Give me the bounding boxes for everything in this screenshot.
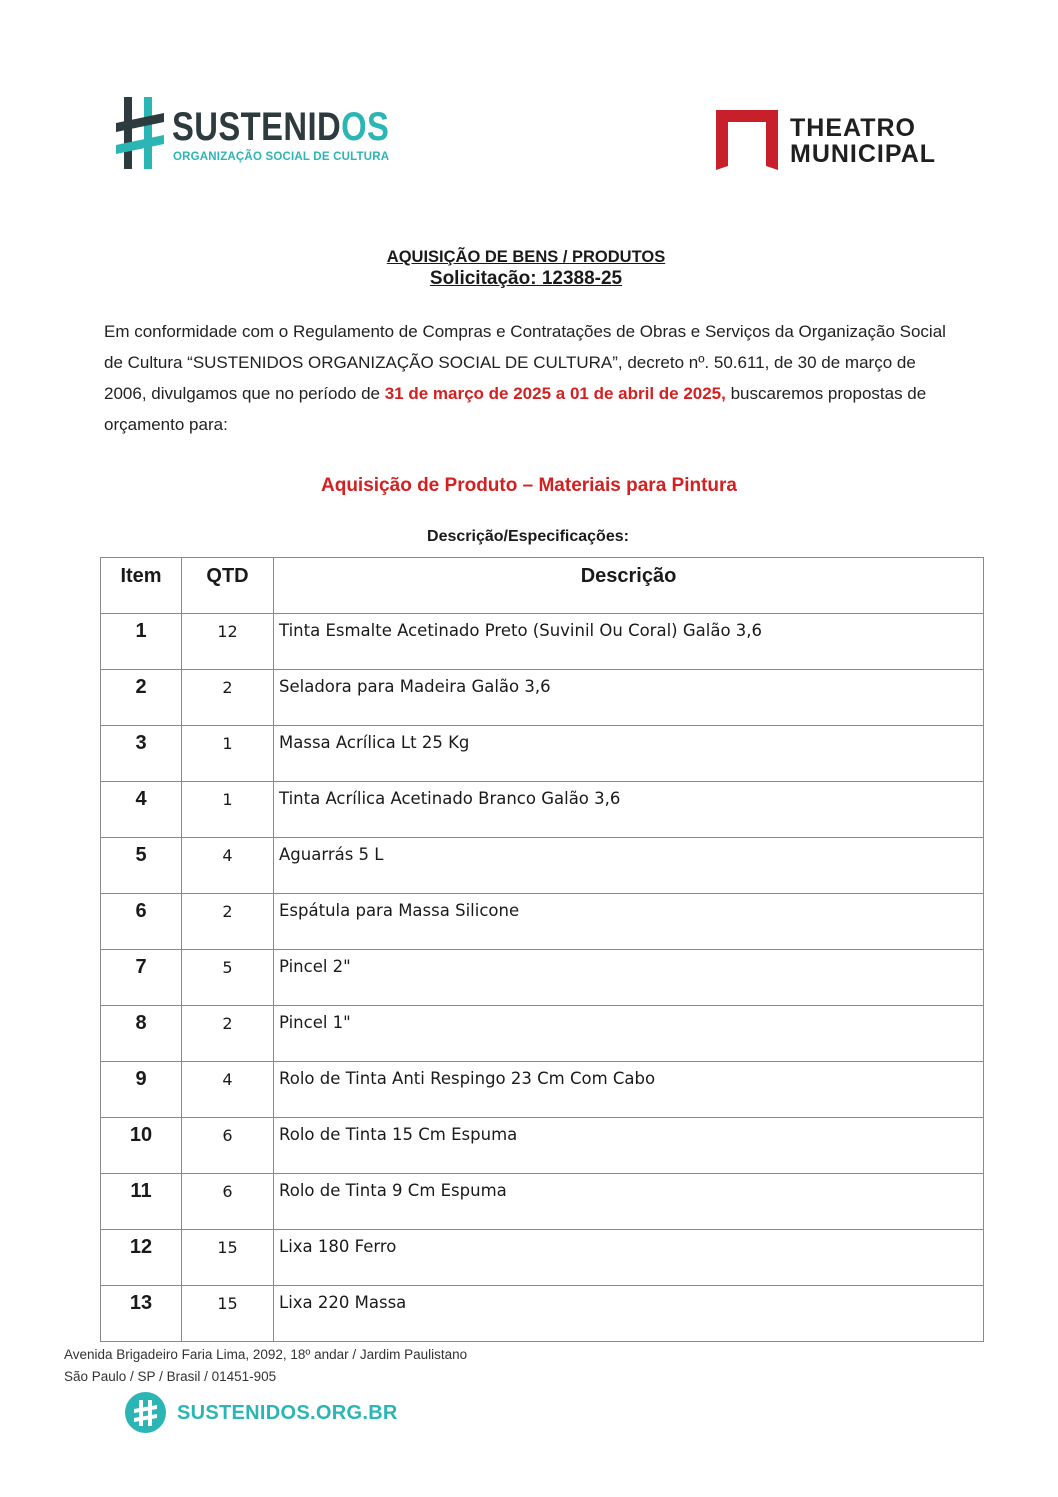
table-header-row: [101, 558, 984, 614]
item-qty: 2: [182, 894, 274, 950]
item-qty: 2: [182, 670, 274, 726]
footer-address: [64, 1344, 467, 1388]
request-number: Solicitação: 12388-25: [429, 268, 623, 289]
item-number: 2: [101, 670, 182, 726]
footer-logo: [125, 1392, 398, 1434]
table-row: [101, 1230, 984, 1286]
intro-paragraph: Em conformidade com o Regulamento de Compras e Contratações de Obras e Serviços da Organização Social de Cultura “SUSTENIDOS ORGANIZAÇÃO SOCIAL DE CULTURA”, decreto nº. 50.611, de 30 de março de 2006, divulgamos que no período de 31 de março de 2025 a 01 de abril de 2025, buscaremos propostas de orçamento para:: [104, 322, 946, 434]
spec-label: Descrição/Especificações:: [427, 528, 629, 545]
table-row: [101, 1006, 984, 1062]
item-description: Rolo de Tinta Anti Respingo 23 Cm Com Cabo: [274, 1062, 984, 1118]
item-description: Pincel 1": [274, 1006, 984, 1062]
table-row: [101, 950, 984, 1006]
header-item: Item: [101, 558, 182, 614]
item-description: Lixa 220 Massa: [274, 1286, 984, 1342]
item-description: Tinta Esmalte Acetinado Preto (Suvinil Ou Coral) Galão 3,6: [274, 614, 984, 670]
item-description: Seladora para Madeira Galão 3,6: [274, 670, 984, 726]
document-title: AQUISIÇÃO DE BENS / PRODUTOS: [386, 248, 666, 266]
item-number: 7: [101, 950, 182, 1006]
item-number: 1: [101, 614, 182, 670]
item-description: Pincel 2": [274, 950, 984, 1006]
item-number: 5: [101, 838, 182, 894]
table-row: [101, 782, 984, 838]
theatro-line2: MUNICIPAL: [790, 140, 937, 168]
table-row: [101, 894, 984, 950]
item-description: Espátula para Massa Silicone: [274, 894, 984, 950]
item-number: 8: [101, 1006, 182, 1062]
item-number: 11: [101, 1174, 182, 1230]
sustenidos-logo: [116, 95, 390, 171]
item-number: 9: [101, 1062, 182, 1118]
item-description: Rolo de Tinta 9 Cm Espuma: [274, 1174, 984, 1230]
item-number: 6: [101, 894, 182, 950]
item-description: Massa Acrílica Lt 25 Kg: [274, 726, 984, 782]
table-row: [101, 670, 984, 726]
item-qty: 6: [182, 1118, 274, 1174]
table-row: [101, 838, 984, 894]
logo-subtitle: ORGANIZAÇÃO SOCIAL DE CULTURA: [173, 151, 390, 163]
item-description: Aguarrás 5 L: [274, 838, 984, 894]
item-description: Rolo de Tinta 15 Cm Espuma: [274, 1118, 984, 1174]
item-qty: 5: [182, 950, 274, 1006]
item-qty: 1: [182, 726, 274, 782]
table-row: [101, 1174, 984, 1230]
footer-site: SUSTENIDOS.ORG.BR: [177, 1402, 398, 1424]
item-qty: 6: [182, 1174, 274, 1230]
item-number: 13: [101, 1286, 182, 1342]
item-number: 12: [101, 1230, 182, 1286]
item-qty: 1: [182, 782, 274, 838]
theatro-arch-icon: [716, 108, 780, 172]
theatro-line1: THEATRO: [790, 114, 916, 142]
logo-wordmark: SUSTENIDOS: [172, 105, 390, 149]
header-desc: Descrição: [274, 558, 984, 614]
item-number: 4: [101, 782, 182, 838]
items-table: [100, 557, 984, 1342]
item-qty: 15: [182, 1286, 274, 1342]
item-number: 10: [101, 1118, 182, 1174]
theatro-municipal-logo: [716, 108, 956, 174]
address-line-2: São Paulo / SP / Brasil / 01451-905: [64, 1369, 277, 1384]
item-description: Tinta Acrílica Acetinado Branco Galão 3,6: [274, 782, 984, 838]
item-description: Lixa 180 Ferro: [274, 1230, 984, 1286]
item-qty: 4: [182, 1062, 274, 1118]
hashtag-circle-icon: [125, 1392, 166, 1433]
table-row: [101, 1118, 984, 1174]
item-qty: 12: [182, 614, 274, 670]
item-number: 3: [101, 726, 182, 782]
address-line-1: Avenida Brigadeiro Faria Lima, 2092, 18º andar / Jardim Paulistano: [64, 1347, 468, 1362]
item-qty: 15: [182, 1230, 274, 1286]
table-row: [101, 1286, 984, 1342]
product-title: Aquisição de Produto – Materiais para Pintura: [321, 475, 737, 496]
table-row: [101, 726, 984, 782]
header-qty: QTD: [182, 558, 274, 614]
table-row: [101, 1062, 984, 1118]
period-highlight: 31 de março de 2025 a 01 de abril de 2025,: [384, 384, 726, 403]
table-row: [101, 614, 984, 670]
hashtag-logo-icon: [116, 95, 168, 171]
item-qty: 4: [182, 838, 274, 894]
item-qty: 2: [182, 1006, 274, 1062]
